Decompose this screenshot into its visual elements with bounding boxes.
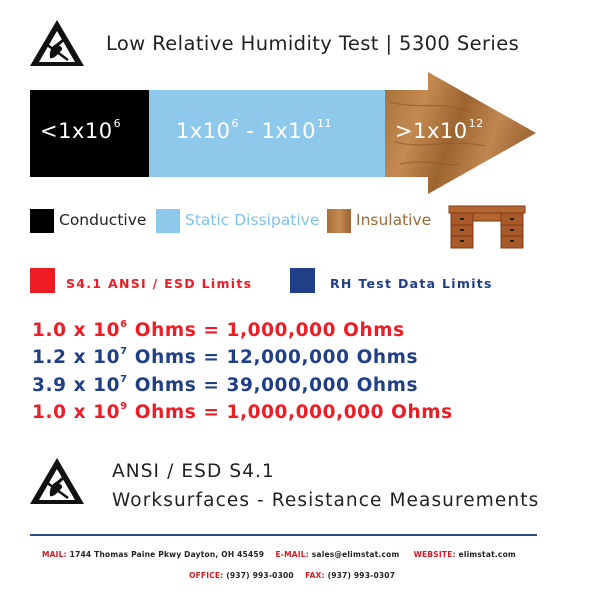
measurement-line-3: 3.9 x $10^7$ Ohms = 39,000,000 Ohms [32, 373, 419, 396]
conductive-range-label: $<1x10^6$ [40, 117, 122, 143]
page-title: Low Relative Humidity Test | 5300 Series [106, 32, 520, 55]
insulative-range-label: $>1x10^{12}$ [395, 117, 484, 143]
esd-warning-logo-top [28, 18, 86, 68]
measurement-line-4: 1.0 x $10^9$ Ohms = 1,000,000,000 Ohms [32, 400, 453, 423]
insulative-label: Insulative [356, 211, 432, 229]
insulative-swatch [327, 209, 351, 233]
footer-line-2: OFFICE: (937) 993-0300 FAX: (937) 993-0307 [189, 571, 396, 580]
resistance-arrow [30, 72, 536, 194]
conductive-label: Conductive [59, 211, 147, 229]
standard-subtitle: Worksurfaces - Resistance Measurements [112, 490, 540, 511]
measurement-line-2: 1.2 x $10^7$ Ohms = 12,000,000 Ohms [32, 345, 419, 368]
dissipative-label: Static Dissipative [185, 211, 320, 229]
dissipative-swatch [156, 209, 180, 233]
measurement-line-1: 1.0 x $10^6$ Ohms = 1,000,000 Ohms [32, 318, 405, 341]
dissipative-range-label: $1x10^6 - 1x10^{11}$ [176, 117, 332, 143]
footer-line-1: MAIL: 1744 Thomas Paine Pkwy Dayton, OH 45459 E-MAIL: sales@elimstat.com WEBSITE: elimstat.com [42, 550, 516, 559]
ansi-limit-label: S4.1 ANSI / ESD Limits [66, 276, 253, 291]
ansi-limit-swatch [30, 268, 55, 293]
rh-limit-swatch [290, 268, 315, 293]
website-link[interactable]: elimstat.com [458, 550, 516, 559]
desk-icon [445, 204, 529, 250]
esd-warning-logo-bottom [28, 456, 86, 506]
email-link[interactable]: sales@elimstat.com [311, 550, 400, 559]
conductive-swatch [30, 209, 54, 233]
rh-limit-label: RH Test Data Limits [330, 276, 493, 291]
standard-title: ANSI / ESD S4.1 [112, 461, 275, 482]
footer-divider [30, 534, 537, 536]
